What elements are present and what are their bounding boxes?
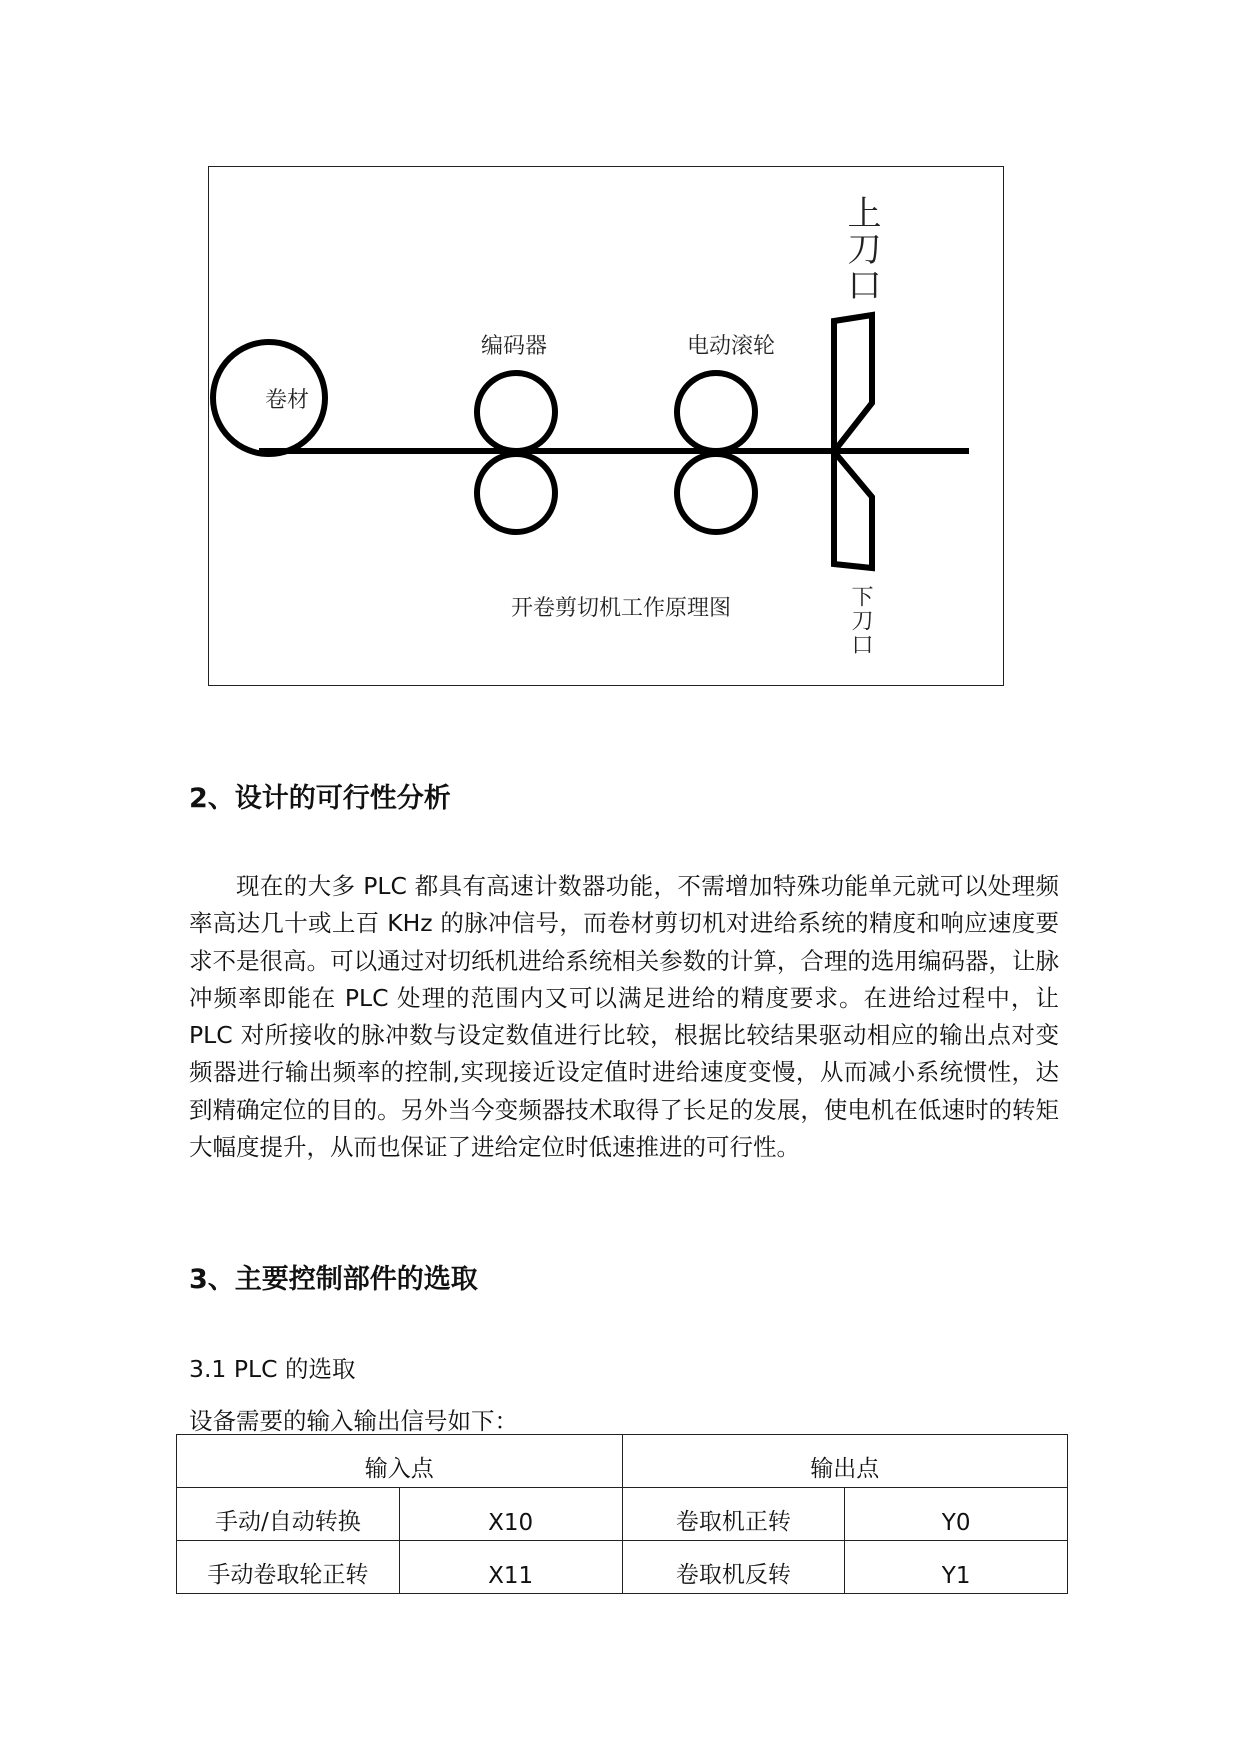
io-intro-text: 设备需要的输入输出信号如下：	[189, 1407, 518, 1435]
encoder-lower-wheel	[477, 454, 555, 532]
input-address-cell: X10	[399, 1488, 622, 1541]
encoder-upper-wheel	[477, 373, 555, 451]
diagram-caption: 开卷剪切机工作原理图	[511, 596, 732, 621]
encoder-label: 编码器	[481, 334, 548, 359]
input-name-cell: 手动/自动转换	[177, 1488, 400, 1541]
section-2-heading: 2、设计的可行性分析	[189, 783, 451, 814]
motor-roller-label: 电动滚轮	[687, 334, 776, 359]
table-header-row	[177, 1435, 1068, 1488]
io-signal-table	[176, 1434, 1068, 1594]
subsection-3-1-heading: 3.1 PLC 的选取	[189, 1355, 356, 1383]
upper-blade	[834, 315, 872, 449]
output-name-cell: 卷取机反转	[622, 1541, 845, 1594]
machine-diagram	[208, 166, 1004, 686]
lower-blade	[834, 454, 872, 568]
input-name-cell: 手动卷取轮正转	[177, 1541, 400, 1594]
table-row	[177, 1488, 1068, 1541]
output-address-cell: Y0	[845, 1488, 1068, 1541]
roll-label: 卷材	[265, 388, 310, 413]
output-address-cell: Y1	[845, 1541, 1068, 1594]
motor-roller-lower-wheel	[677, 454, 755, 532]
section-2-paragraph: 现在的大多 PLC 都具有高速计数器功能，不需增加特殊功能单元就可以处理频率高达几十或上百 KHz 的脉冲信号，而卷材剪切机对进给系统的精度和响应速度要求不是很高。可以通过对切纸机进给系统相关参数的计算，合理的选用编码器，让脉冲频率即能在 PLC 处理的范围内又可以满足进给的精度要求。在进给过程中，让 PLC 对所接收的脉冲数与设定数值进行比较，根据比较结果驱动相应的输出点对变频器进行输出频率的控制,实现接近设定值时进给速度变慢，从而减小系统惯性，达到精确定位的目的。另外当今变频器技术取得了长足的发展，使电机在低速时的转矩大幅度提升，从而也保证了进给定位时低速推进的可行性。	[189, 872, 1059, 1162]
motor-roller-upper-wheel	[677, 373, 755, 451]
section-3-heading: 3、主要控制部件的选取	[189, 1264, 478, 1295]
upper-blade-label: 上刀口	[841, 195, 881, 303]
header-output: 输出点	[622, 1435, 1068, 1488]
input-address-cell: X11	[399, 1541, 622, 1594]
lower-blade-label: 下刀口	[848, 585, 873, 657]
header-input: 输入点	[177, 1435, 623, 1488]
table-row	[177, 1541, 1068, 1594]
output-name-cell: 卷取机正转	[622, 1488, 845, 1541]
